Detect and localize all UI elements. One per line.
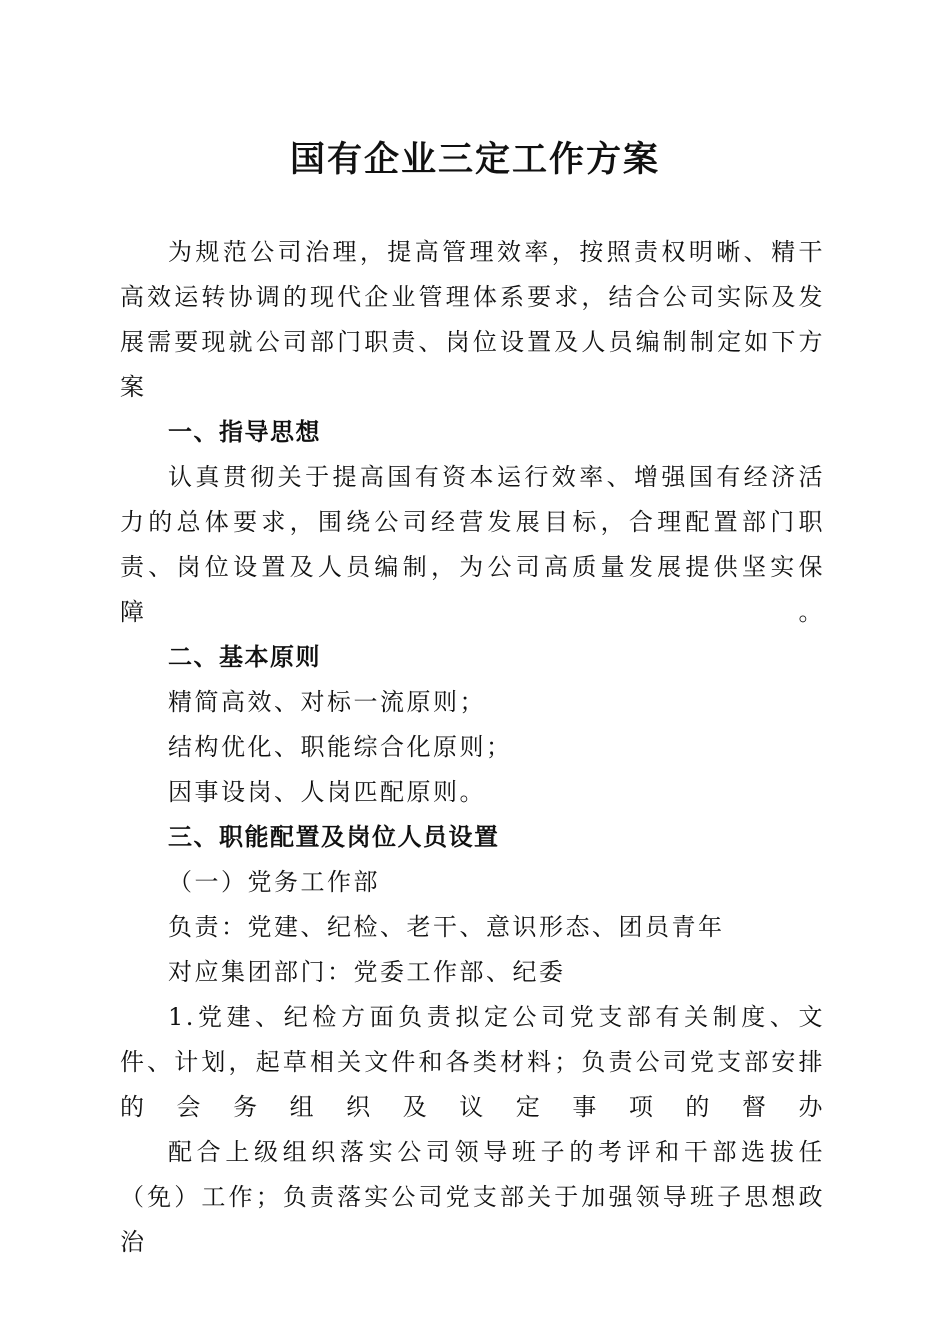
subsection-heading-party-affairs: （一）党务工作部 [168, 868, 380, 896]
section-heading-basic-principles: 二、基本原则 [168, 643, 321, 671]
responsibility-line: 负责：党建、纪检、老干、意识形态、团员青年 [168, 913, 725, 941]
section-heading-guiding-thought: 一、指导思想 [168, 418, 321, 446]
group-department-line: 对应集团部门：党委工作部、纪委 [168, 958, 566, 986]
duty-point-2: 配合上级组织落实公司领导班子的考评和干部选拔任（免）工作；负责落实公司党支部关于加强领导班子思想政治 [120, 1138, 825, 1256]
principle-item: 结构优化、职能综合化原则； [168, 733, 513, 761]
principle-item: 精简高效、对标一流原则； [168, 688, 486, 716]
section-heading-function-allocation: 三、职能配置及岗位人员设置 [168, 823, 500, 851]
principle-item: 因事设岗、人岗匹配原则。 [168, 778, 486, 806]
duty-point-1: 1.党建、纪检方面负责拟定公司党支部有关制度、文件、计划，起草相关文件和各类材料；负责公司党支部安排的会务组织及议定事项的督办 [120, 1003, 825, 1121]
document-body [120, 230, 825, 1265]
guiding-thought-paragraph: 认真贯彻关于提高国有资本运行效率、增强国有经济活力的总体要求，围绕公司经营发展目标，合理配置部门职责、岗位设置及人员编制，为公司高质量发展提供坚实保障。 [120, 463, 825, 626]
intro-paragraph: 为规范公司治理，提高管理效率，按照责权明晰、精干高效运转协调的现代企业管理体系要求，结合公司实际及发展需要现就公司部门职责、岗位设置及人员编制制定如下方案 [120, 238, 825, 401]
document-title: 国有企业三定工作方案 [289, 139, 660, 180]
